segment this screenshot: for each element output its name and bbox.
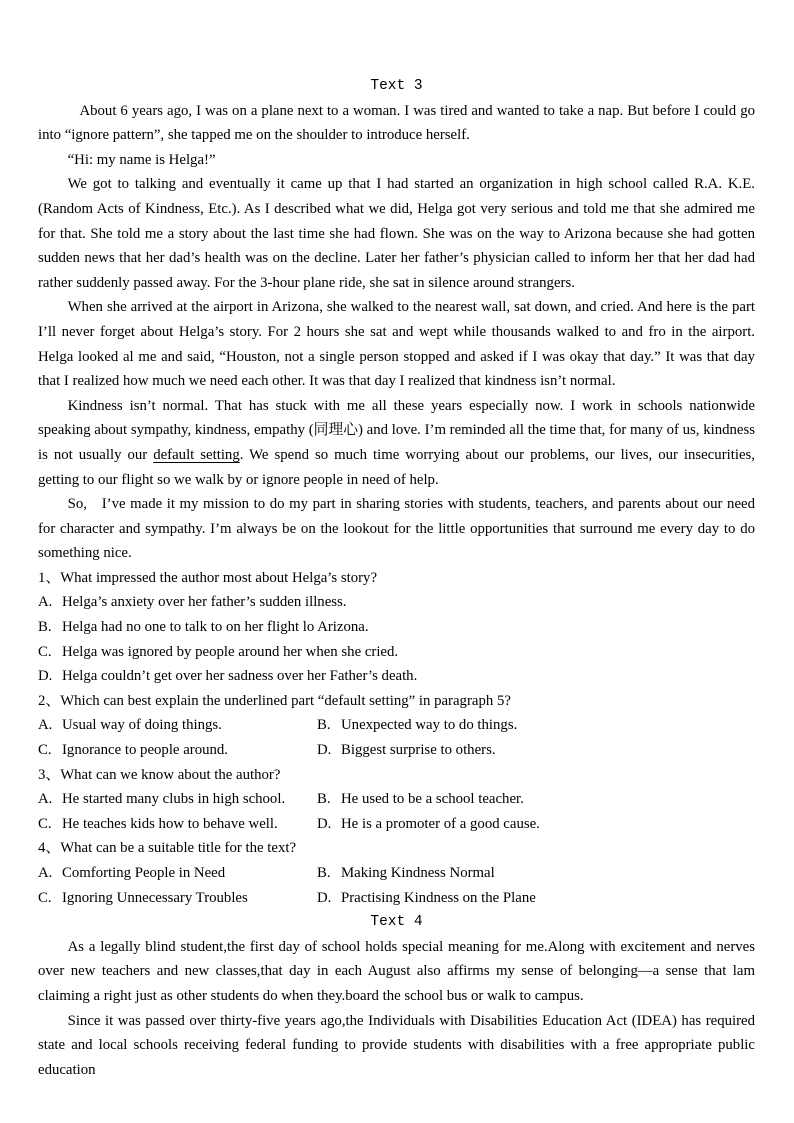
option-letter: D. [317,742,332,759]
option-letter: B. [317,791,331,808]
question-4-options [38,861,755,910]
option-letter: C. [38,742,52,759]
question-1-stem: 1、What impressed the author most about Helga’s story? [38,569,378,586]
option-letter: C. [38,889,52,906]
option-letter: B. [317,717,331,734]
question-2-stem: 2、Which can best explain the underlined part “default setting” in paragraph 5? [38,692,511,709]
text4-paragraph-2: Since it was passed over thirty-five years ago,the Individuals with Disabilities Education Act (IDEA) has required state and local schools receiving federal funding to provide students with disabilities with a free appropriate public education [38,1012,755,1078]
text3-paragraph-5 [38,394,755,492]
option-text: Biggest surprise to others. [341,742,496,759]
option-letter: D. [38,668,53,685]
question-2-option-a [38,713,317,738]
option-text: He used to be a school teacher. [341,791,524,808]
option-letter: C. [38,643,52,660]
question-1-option-a [38,590,755,615]
text4-paragraph-1: As a legally blind student,the first day of school holds special meaning for me.Along with excitement and nerves over new teachers and new classes,that day in each August also affirms my sense of belonging—a sense that lam claiming a right just as other students do when they.board the school bus or walk to campus. [38,938,755,1004]
option-text: Unexpected way to do things. [341,717,518,734]
text3-section [38,74,755,910]
question-2-option-b [317,713,755,738]
option-text: Usual way of doing things. [62,717,222,734]
text3-paragraph-1: About 6 years ago, I was on a plane next to a woman. I was tired and wanted to take a nap. But before I could go into “ignore pattern”, she tapped me on the shoulder to introduce herself. [38,102,755,144]
option-text: Comforting People in Need [62,865,226,881]
option-text: He started many clubs in high school. [62,791,286,808]
text4-section [38,910,755,1082]
paragraph-text: Kindness isn’t normal. That has stuck with me all these years especially now. I work in schools nationwide speaking about sympathy, kindness, empathy (同理心) and love. I’m reminded all the time that, for many of us, kindness is not usually our [38,397,755,463]
option-letter: D. [317,889,332,906]
option-text: Practising Kindness on the Plane [341,889,536,906]
option-letter: A. [38,717,53,734]
question-3 [38,763,755,837]
option-letter: C. [38,815,52,832]
question-1-option-c [38,640,755,665]
question-4-stem: 4、What can be a suitable title for the text? [38,840,297,857]
question-4-option-c [38,886,317,911]
option-letter: D. [317,815,332,832]
option-text: Ignorance to people around. [62,742,228,759]
question-1-option-b [38,615,755,640]
question-1-option-d [38,664,755,689]
question-2 [38,689,755,763]
paragraph-text: . We spend so much time worrying about our problems, our lives, our insecurities, getting to our flight so we walk by or ignore people in need of help. [38,446,755,488]
question-2-options [38,713,755,762]
option-text: Ignoring Unnecessary Troubles [62,889,248,906]
question-3-option-d [317,812,755,837]
option-text: Helga was ignored by people around her when she cried. [62,643,399,660]
question-4-option-b [317,861,755,886]
option-text: Helga’s anxiety over her father’s sudden illness. [62,594,347,611]
text3-heading: Text 3 [370,78,423,94]
option-text: Helga couldn’t get over her sadness over her Father’s death. [62,668,418,685]
question-4 [38,836,755,910]
option-letter: A. [38,594,53,611]
question-3-option-b [317,787,755,812]
option-letter: B. [317,865,331,881]
text3-paragraph-6: So, I’ve made it my mission to do my part in sharing stories with students, teachers, and parents about our need for character and sympathy. I’m always be on the lookout for the little opportunities that surround me every day to do something nice. [38,496,755,562]
underlined-phrase: default setting [153,446,240,463]
option-letter: A. [38,865,53,881]
option-text: He teaches kids how to behave well. [62,815,278,832]
question-2-option-c [38,738,317,763]
text3-paragraph-4: When she arrived at the airport in Arizona, she walked to the nearest wall, sat down, and cried. And here is the part I’ll never forget about Helga’s story. For 2 hours she sat and wept while thousands walked to and fro in the airport. Helga looked al me and said, “Houston, not a single person stopped and asked if I was okay that day.” It was that day that I realized how much we need each other. It was that day I realized that kindness isn’t normal. [38,299,755,390]
question-3-options [38,787,755,836]
text4-heading: Text 4 [370,914,423,931]
option-text: He is a promoter of a good cause. [341,815,540,832]
question-3-stem: 3、What can we know about the author? [38,766,281,783]
option-letter: B. [38,619,52,636]
question-4-option-d [317,886,755,911]
text3-paragraph-3: We got to talking and eventually it came up that I had started an organization in high school called R.A. K.E.(Random Acts of Kindness, Etc.). As I described what we did, Helga got very serious and told me that she admired me for that. She told me a story about the last time she had flown. She was on the way to Arizona because she had gotten sudden news that her dad’s health was on the decline. Later her father’s physician called to inform her that her dad had rather suddenly passed away. For the 3-hour plane ride, she sat in silence around strangers. [38,176,755,291]
option-text: Making Kindness Normal [341,865,495,881]
option-letter: A. [38,791,53,808]
text3-paragraph-2: “Hi: my name is Helga!” [67,151,216,168]
question-3-option-c [38,812,317,837]
question-4-option-a [38,861,317,886]
question-3-option-a [38,787,317,812]
option-text: Helga had no one to talk to on her flight lo Arizona. [62,619,369,636]
question-1 [38,566,755,689]
question-2-option-d [317,738,755,763]
